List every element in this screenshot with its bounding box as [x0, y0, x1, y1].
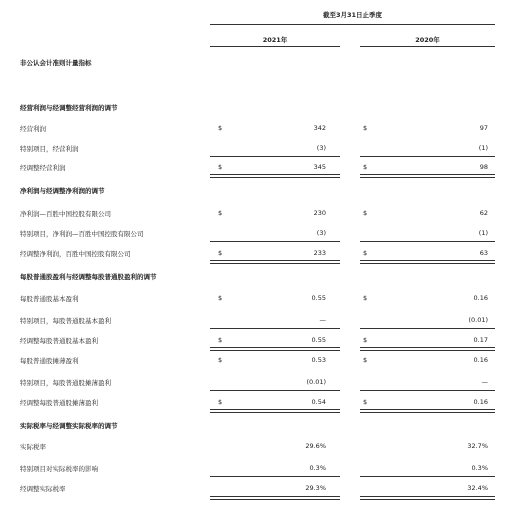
value-2021: —	[319, 316, 326, 324]
value-2020: 0.16	[473, 356, 488, 364]
value-2020: 0.3%	[471, 464, 488, 472]
value-2021: 0.54	[311, 398, 326, 406]
subtotal-rule	[360, 156, 495, 157]
currency-symbol: $	[218, 356, 223, 364]
value-2020: 98	[479, 163, 488, 171]
value-2020: 63	[479, 249, 488, 257]
value-2020: —	[481, 378, 488, 386]
section-title: 实际税率与经调整实际税率的调节	[20, 422, 118, 430]
total-double-rule	[210, 409, 340, 413]
section-title: 经营利润与经调整经营利润的调节	[20, 104, 118, 112]
value-2021: (3)	[316, 144, 326, 152]
subtotal-rule	[210, 328, 340, 329]
row-label: 实际税率	[20, 443, 46, 451]
currency-symbol: $	[363, 356, 368, 364]
column-header-year-2: 2020年	[415, 36, 440, 44]
value-2021: 0.55	[311, 294, 326, 302]
value-2021: (0.01)	[306, 378, 326, 386]
currency-symbol: $	[218, 209, 223, 217]
subtotal-rule	[210, 476, 340, 477]
total-double-rule	[210, 260, 340, 264]
subtotal-rule	[210, 241, 340, 242]
row-label: 特别项目，每股普通股基本盈利	[20, 317, 111, 325]
value-2020: 62	[479, 209, 488, 217]
column-header-year-1: 2021年	[262, 36, 288, 44]
total-double-rule	[210, 496, 340, 500]
total-double-rule	[360, 174, 495, 178]
value-2020: (1)	[478, 144, 488, 152]
value-2021: 29.6%	[305, 442, 326, 450]
currency-symbol: $	[363, 124, 368, 132]
row-label: 特别项目，净利润—百胜中国控股有限公司	[20, 230, 144, 238]
value-2021: 342	[313, 124, 326, 132]
total-double-rule	[360, 260, 495, 264]
total-double-rule	[360, 409, 495, 413]
value-2021: 29.3%	[305, 484, 326, 492]
value-2020: (0.01)	[468, 316, 488, 324]
total-double-rule	[210, 174, 340, 178]
value-2020: 0.16	[473, 398, 488, 406]
currency-symbol: $	[363, 163, 368, 171]
currency-symbol: $	[363, 209, 368, 217]
currency-symbol: $	[363, 294, 368, 302]
value-2020: 0.16	[473, 294, 488, 302]
row-label: 经调整每股普通股基本盈利	[20, 337, 98, 345]
row-label: 特别项目对实际税率的影响	[20, 465, 98, 473]
value-2021: 230	[313, 209, 326, 217]
value-2021: 0.53	[311, 356, 326, 364]
year-1-rule	[210, 46, 340, 47]
value-2021: 345	[313, 163, 326, 171]
section-title: 净利润与经调整净利润的调节	[20, 187, 105, 195]
row-label: 经调整实际税率	[20, 485, 66, 493]
section-title: 每股普通股盈利与经调整每股普通股盈利的调节	[20, 273, 157, 281]
total-double-rule	[360, 496, 495, 500]
year-2-rule	[360, 46, 495, 47]
subtotal-rule	[210, 390, 340, 391]
value-2021: 0.3%	[309, 464, 326, 472]
subtotal-rule	[360, 476, 495, 477]
value-2021: 233	[313, 249, 326, 257]
row-label: 经调整经营利润	[20, 164, 66, 172]
value-2020: 97	[479, 124, 488, 132]
row-label: 特别项目，每股普通股摊薄盈利	[20, 379, 111, 387]
currency-symbol: $	[218, 163, 223, 171]
header-rule	[210, 24, 495, 25]
column-header-period: 截至3月31日止季度	[322, 11, 383, 19]
value-2020: 0.17	[473, 336, 488, 344]
subtotal-rule	[210, 156, 340, 157]
currency-symbol: $	[218, 336, 223, 344]
subtotal-rule	[360, 328, 495, 329]
total-double-rule	[210, 347, 340, 351]
currency-symbol: $	[363, 249, 368, 257]
row-label: 每股普通股摊薄盈利	[20, 357, 79, 365]
row-label: 净利润—百胜中国控股有限公司	[20, 210, 111, 218]
currency-symbol: $	[218, 398, 223, 406]
row-label: 每股普通股基本盈利	[20, 295, 79, 303]
currency-symbol: $	[218, 249, 223, 257]
value-2020: (1)	[478, 229, 488, 237]
currency-symbol: $	[218, 294, 223, 302]
row-label: 经调整净利润，百胜中国控股有限公司	[20, 250, 131, 258]
main-title: 非公认会计准则计量指标	[20, 59, 92, 67]
currency-symbol: $	[363, 398, 368, 406]
currency-symbol: $	[218, 124, 223, 132]
total-double-rule	[360, 347, 495, 351]
value-2021: 0.55	[311, 336, 326, 344]
subtotal-rule	[360, 241, 495, 242]
row-label: 经调整每股普通股摊薄盈利	[20, 399, 98, 407]
value-2020: 32.7%	[467, 442, 488, 450]
value-2021: (3)	[316, 229, 326, 237]
subtotal-rule	[360, 390, 495, 391]
currency-symbol: $	[363, 336, 368, 344]
row-label: 特别项目，经营利润	[20, 145, 79, 153]
row-label: 经营利润	[20, 125, 46, 133]
value-2020: 32.4%	[467, 484, 488, 492]
